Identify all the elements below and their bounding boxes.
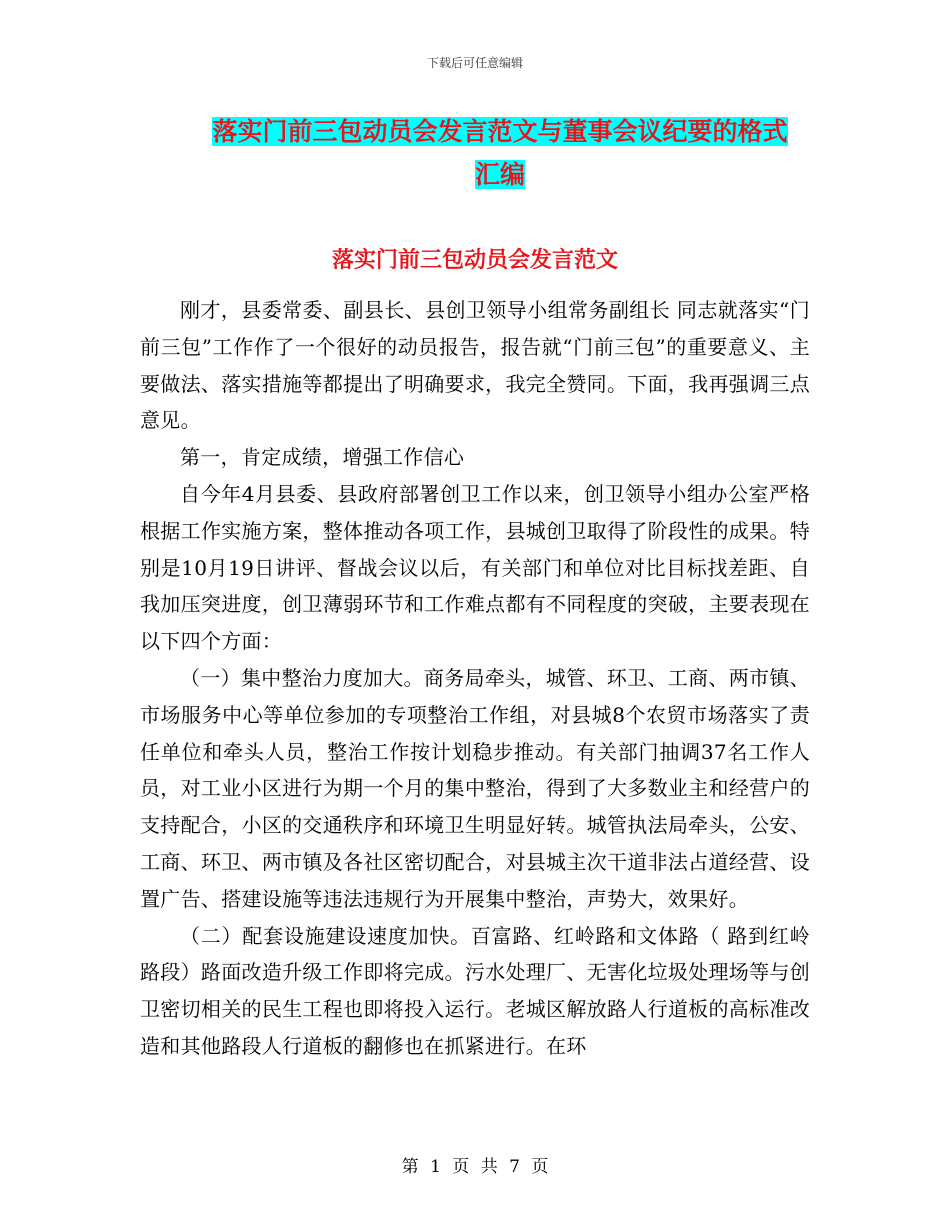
page-footer: 第 1 页 共 7 页 — [401, 1157, 549, 1177]
paragraph-item-one: （一）集中整治力度加大。商务局牵头，城管、环卫、工商、两市镇、市场服务中心等单位参加的专项整治工作组，对县城8个农贸市场落实了责任单位和牵头人员，整治工作按计划稳步推动。有关部门抽调37名工作人员，对工业小区进行为期一个月的集中整治，得到了大多数业主和经营户的支持配合，小区的交通秩序和环境卫生明显好转。城管执法局牵头，公安、工商、环卫、两市镇及各社区密切配合，对县城主次干道非法占道经营、设置广告、搭建设施等违法违规行为开展集中整治，声势大，效果好。 — [140, 665, 810, 911]
document-main-title — [150, 110, 850, 196]
main-title-line-1: 落实门前三包动员会发言范文与董事会议纪要的格式 — [212, 117, 788, 146]
main-title-line-2: 汇编 — [474, 160, 525, 189]
section-title: 落实门前三包动员会发言范文 — [331, 247, 618, 273]
paragraph-item-two: （二）配套设施建设速度加快。百富路、红岭路和文体路（ 路到红岭路段）路面改造升级工作即将完成。污水处理厂、无害化垃圾处理场等与创卫密切相关的民生工程也即将投入运行。老城区解放路人行道板的高标准改造和其他路段人行道板的翻修也在抓紧进行。在环 — [140, 923, 810, 1058]
paragraph-achievements: 自今年4月县委、县政府部署创卫工作以来，创卫领导小组办公室严格根据工作实施方案，整体推动各项工作，县城创卫取得了阶段性的成果。特别是10月19日讲评、督战会议以后，有关部门和单位对比目标找差距、自我加压突进度，创卫薄弱环节和工作难点都有不同程度的突破，主要表现在以下四个方面： — [140, 481, 810, 654]
paragraph-heading-first: 第一，肯定成绩，增强工作信心 — [180, 445, 465, 470]
document-body — [140, 292, 810, 1065]
paragraph-intro: 刚才，县委常委、副县长、县创卫领导小组常务副组长 同志就落实“门前三包”工作作了一个很好的动员报告，报告就“门前三包”的重要意义、主要做法、落实措施等都提出了明确要求，我完全赞同。下面，我再强调三点意见。 — [140, 298, 810, 433]
header-note: 下载后可任意编辑 — [426, 56, 523, 70]
